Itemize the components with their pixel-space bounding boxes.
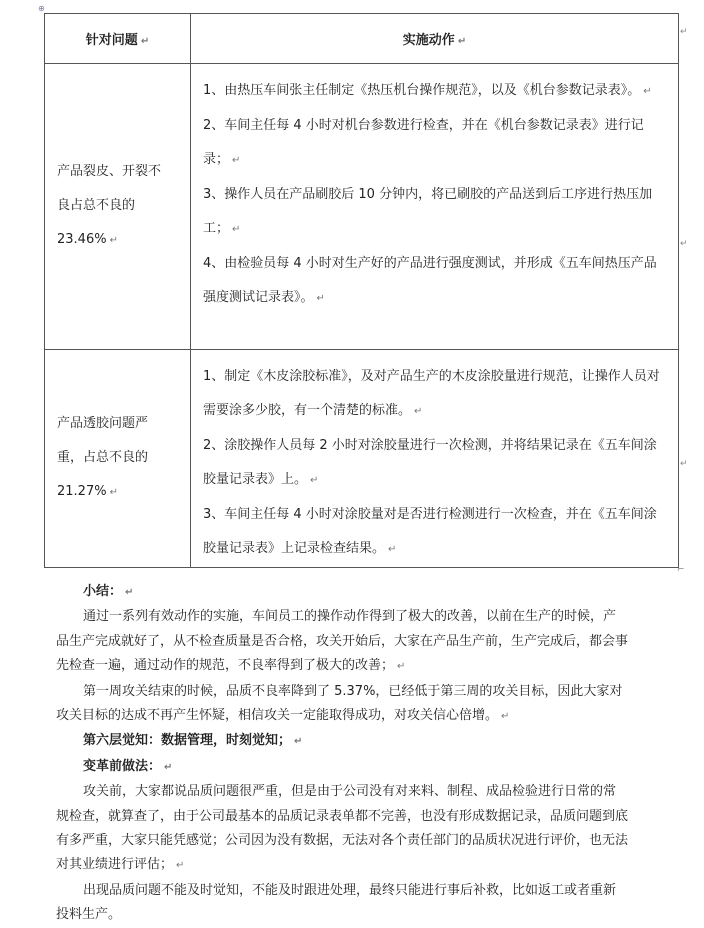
body-paragraph: 攻关前，大家都说品质问题很严重，但是由于公司没有对来料、制程、成品检验进行日常的常规检查，就算查了，由于公司最基本的品质记录表单都不完善，也没有形成数据记录，品质问题到底有多严重，大家只能凭感觉；公司因为没有数据，无法对各个责任部门的品质状况进行评价，也无法对其业绩进行评估； ↵ bbox=[56, 784, 629, 873]
subsection-heading: 变革前做法： ↵ bbox=[83, 758, 173, 774]
cell-end-mark-icon: ↵ bbox=[680, 459, 688, 469]
action-step: 2、车间主任每 4 小时对机台参数进行检查，并在《机台参数记录表》进行记录； ↵ bbox=[203, 118, 644, 167]
table-end-mark-icon: ⌐ bbox=[677, 565, 685, 575]
problem-cell bbox=[45, 64, 191, 350]
problem-cell bbox=[45, 350, 191, 568]
action-step: 1、由热压车间张主任制定《热压机台操作规范》，以及《机台参数记录表》。 ↵ bbox=[203, 83, 652, 98]
summary-paragraph: 通过一系列有效动作的实施，车间员工的操作动作得到了极大的改善，以前在生产的时候，产品生产完成就好了，从不检查质量是否合格，攻关开始后，大家在产品生产前，生产完成后，都会事先检查一遍，通过动作的规范，不良率得到了极大的改善； ↵ bbox=[56, 609, 629, 674]
action-step: 1、制定《木皮涂胶标准》，及对产品生产的木皮涂胶量进行规范，让操作人员对需要涂多少胶，有一个清楚的标准。 ↵ bbox=[203, 369, 660, 418]
body-paragraph: 出现品质问题不能及时觉知，不能及时跟进处理，最终只能进行事后补救，比如返工或者重新投料生产。 bbox=[56, 882, 617, 923]
document-body bbox=[56, 580, 628, 928]
problem-line: 产品透胶问题严 bbox=[57, 416, 149, 431]
table-row bbox=[45, 64, 679, 350]
cell-end-mark-icon: ↵ bbox=[680, 239, 688, 249]
problem-line: 产品裂皮、开裂不 bbox=[57, 164, 162, 179]
summary-paragraph: 第一周攻关结束的时候，品质不良率降到了 5.37%，已经低于第三周的攻关目标，因此大家对攻关目标的达成不再产生怀疑，相信攻关一定能取得成功，对攻关信心倍增。 ↵ bbox=[56, 683, 623, 724]
action-step: 3、车间主任每 4 小时对涂胶量对是否进行检测进行一次检查，并在《五车间涂胶量记录表》上记录检查结果。 ↵ bbox=[203, 507, 657, 556]
action-step: 4、由检验员每 4 小时对生产好的产品进行强度测试，并形成《五车间热压产品强度测试记录表》。 ↵ bbox=[203, 256, 657, 305]
summary-heading: 小结： ↵ bbox=[83, 584, 134, 599]
header-actions: 实施动作 ↵ bbox=[191, 14, 679, 64]
cell-end-mark-icon: ↵ bbox=[680, 27, 688, 37]
problem-line: 良占总不良的 bbox=[57, 198, 136, 213]
action-step: 3、操作人员在产品刷胶后 10 分钟内，将已刷胶的产品送到后工序进行热压加工； ↵ bbox=[203, 187, 653, 236]
action-table bbox=[44, 13, 679, 568]
table-row bbox=[45, 350, 679, 568]
header-problem: 针对问题 ↵ bbox=[45, 14, 191, 64]
action-step: 2、涂胶操作人员每 2 小时对涂胶量进行一次检测，并将结果记录在《五车间涂胶量记录表》上。 ↵ bbox=[203, 438, 657, 487]
actions-cell bbox=[191, 350, 679, 568]
section-heading: 第六层觉知：数据管理，时刻觉知； ↵ bbox=[83, 733, 303, 749]
table-anchor-icon[interactable]: ⊕ bbox=[38, 4, 45, 13]
table-header-row bbox=[45, 14, 679, 64]
problem-line: 21.27% ↵ bbox=[57, 484, 118, 499]
actions-cell bbox=[191, 64, 679, 350]
problem-line: 23.46% ↵ bbox=[57, 232, 118, 247]
problem-line: 重，占总不良的 bbox=[57, 450, 149, 465]
